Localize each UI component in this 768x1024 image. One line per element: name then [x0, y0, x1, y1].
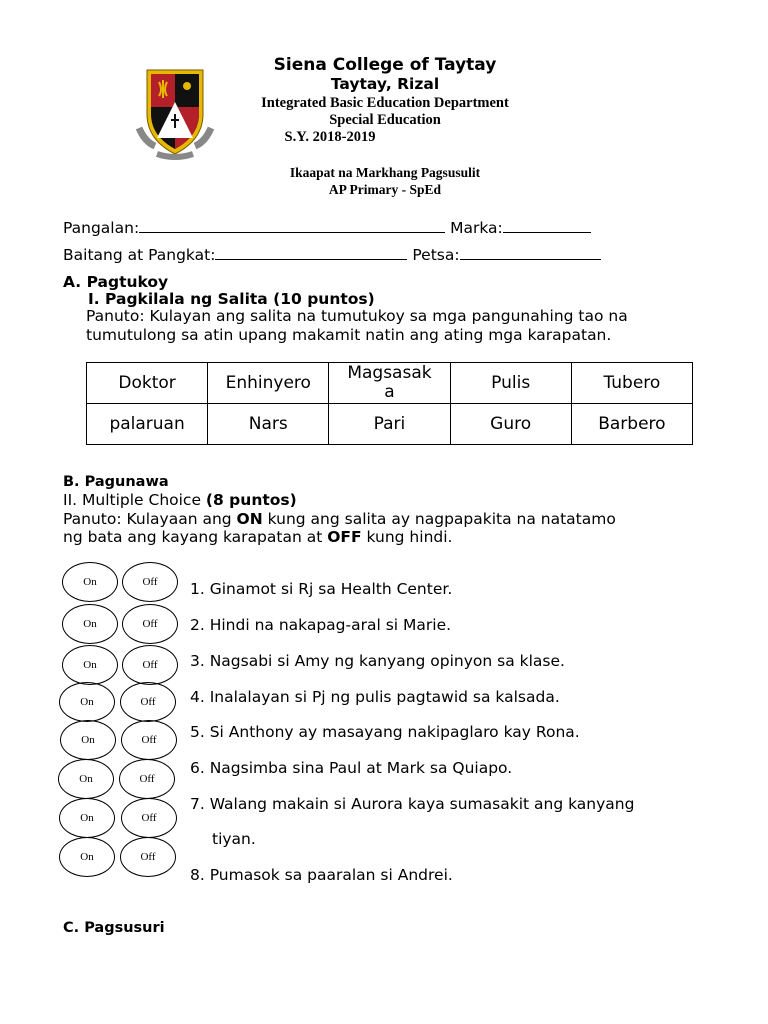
section-b-part [63, 491, 297, 509]
program-name: Special Education [329, 112, 441, 128]
word-cell-palaruan[interactable]: palaruan [87, 404, 208, 445]
on-bubble[interactable]: On [59, 682, 115, 722]
instruction-text: Panuto: Kulayaan ang [63, 510, 237, 528]
section-a-part: I. Pagkilala ng Salita (10 puntos) [88, 290, 375, 308]
question-item: 3. Nagsabi si Amy ng kanyang opinyon sa klase. [190, 652, 565, 670]
section-a-title: A. Pagtukoy [63, 273, 169, 291]
name-blank[interactable] [139, 219, 445, 233]
word-cell-pulis[interactable]: Pulis [450, 363, 571, 404]
question-item-continuation: tiyan. [212, 830, 256, 848]
word-cell-enhinyero[interactable]: Enhinyero [208, 363, 329, 404]
on-bubble[interactable]: On [59, 837, 115, 877]
off-bubble[interactable]: Off [122, 562, 178, 602]
score-blank[interactable] [503, 219, 591, 233]
section-c-title: C. Pagsusuri [63, 920, 165, 936]
score-label: Marka: [450, 219, 503, 237]
question-item: 2. Hindi na nakapag-aral si Marie. [190, 616, 452, 634]
question-item: 8. Pumasok sa paaralan si Andrei. [190, 866, 453, 884]
word-cell-doktor[interactable]: Doktor [87, 363, 208, 404]
date-label: Petsa: [412, 246, 460, 264]
word-cell-nars[interactable]: Nars [208, 404, 329, 445]
word-cell-barbero[interactable]: Barbero [571, 404, 692, 445]
off-bubble[interactable]: Off [122, 645, 178, 685]
instruction-text: kung hindi. [361, 528, 453, 546]
instruction-text: kung ang salita ay nagpapakita na natatamo [262, 510, 616, 528]
off-bubble[interactable]: Off [120, 837, 176, 877]
on-bubble[interactable]: On [58, 759, 114, 799]
document-header [0, 50, 768, 210]
on-bubble[interactable]: On [62, 604, 118, 644]
section-a-instruction-1: Panuto: Kulayan ang salita na tumutukoy sa mga pangunahing tao na [86, 307, 628, 325]
word-cell-magsasaka[interactable]: Magsasak a [329, 363, 450, 404]
off-bubble[interactable]: Off [121, 720, 177, 760]
off-bubble[interactable]: Off [120, 682, 176, 722]
section-b-instruction-2 [63, 528, 452, 546]
word-table-row [87, 404, 693, 445]
name-label: Pangalan: [63, 219, 140, 237]
school-year: S.Y. 2018-2019 [284, 129, 376, 145]
school-name: Siena College of Taytay [273, 55, 497, 75]
off-bubble[interactable]: Off [121, 798, 177, 838]
question-item: 4. Inalalayan si Pj ng pulis pagtawid sa kalsada. [190, 688, 560, 706]
grade-section-label: Baitang at Pangkat: [63, 246, 216, 264]
word-table-row [87, 363, 693, 404]
word-cell-tubero[interactable]: Tubero [571, 363, 692, 404]
grade-section-blank[interactable] [215, 246, 407, 260]
grade-date-row [63, 246, 601, 264]
on-bubble[interactable]: On [60, 720, 116, 760]
word-table [86, 362, 693, 445]
section-b-part-label: II. Multiple Choice [63, 491, 206, 509]
word-cell-pari[interactable]: Pari [329, 404, 450, 445]
department-name: Integrated Basic Education Department [261, 95, 509, 111]
section-b-part-points: (8 puntos) [205, 491, 297, 509]
question-item: 5. Si Anthony ay masayang nakipaglaro kay Rona. [190, 723, 580, 741]
instruction-on-keyword: ON [236, 510, 263, 528]
school-location: Taytay, Rizal [330, 75, 440, 93]
off-bubble[interactable]: Off [119, 759, 175, 799]
instruction-text: ng bata ang kayang karapatan at [63, 528, 328, 546]
question-item: 6. Nagsimba sina Paul at Mark sa Quiapo. [190, 759, 513, 777]
name-score-row [63, 219, 591, 237]
word-cell-guro[interactable]: Guro [450, 404, 571, 445]
instruction-off-keyword: OFF [327, 528, 362, 546]
on-bubble[interactable]: On [62, 645, 118, 685]
exam-title: Ikaapat na Markhang Pagsusulit [289, 165, 481, 180]
off-bubble[interactable]: Off [122, 604, 178, 644]
date-blank[interactable] [460, 246, 601, 260]
question-item: 1. Ginamot si Rj sa Health Center. [190, 580, 453, 598]
section-b-instruction-1 [63, 510, 616, 528]
section-a-instruction-2: tumutulong sa atin upang makamit natin ang ating mga karapatan. [86, 326, 612, 344]
question-item: 7. Walang makain si Aurora kaya sumasakit ang kanyang [190, 795, 635, 813]
on-bubble[interactable]: On [59, 798, 115, 838]
exam-subject: AP Primary - SpEd [328, 182, 442, 197]
section-b-title: B. Pagunawa [63, 474, 169, 490]
on-bubble[interactable]: On [62, 562, 118, 602]
